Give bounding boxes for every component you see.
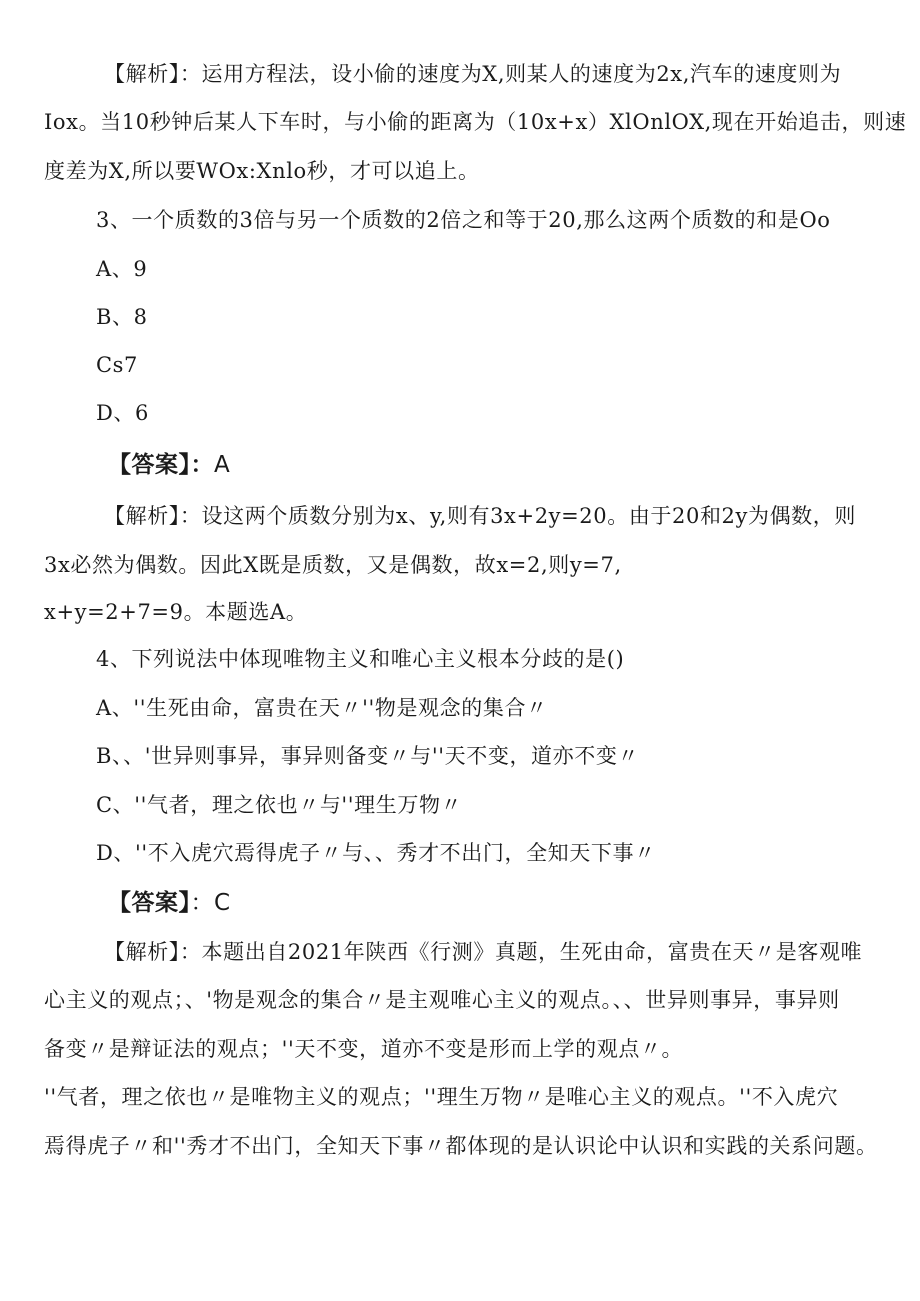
question-3-option-c: Cs7 bbox=[96, 353, 139, 377]
answer-value: ：C bbox=[190, 890, 231, 916]
question-4-option-a: A、''生死由命，富贵在天〃''物是观念的集合〃 bbox=[96, 696, 548, 720]
q2-analysis-line-1: 【解析】：运用方程法，设小偷的速度为X,则某人的速度为2x,汽车的速度则为 bbox=[104, 62, 842, 86]
question-4-analysis-line-5: 焉得虎子〃和''秀才不出门，全知天下事〃都体现的是认识论中认识和实践的关系问题。 bbox=[44, 1134, 878, 1158]
question-4-option-c: C、''气者，理之依也〃与''理生万物〃 bbox=[96, 793, 463, 817]
question-3-option-b: B、8 bbox=[96, 305, 148, 329]
question-4-analysis-line-1: 【解析】：本题出自2021年陕西《行测》真题，生死由命，富贵在天〃是客观唯 bbox=[104, 940, 863, 964]
q2-analysis-line-3: 度差为X,所以要WOx:Xnlo秒，才可以追上。 bbox=[44, 159, 480, 183]
question-4-analysis-line-4: ''气者，理之依也〃是唯物主义的观点；''理生万物〃是唯心主义的观点。''不入虎穴 bbox=[44, 1085, 839, 1109]
question-4-text: 4、下列说法中体现唯物主义和唯心主义根本分歧的是() bbox=[96, 647, 625, 671]
question-4-analysis-line-2: 心主义的观点；、'物是观念的集合〃是主观唯心主义的观点。、、世异则事异，事异则 bbox=[44, 988, 840, 1012]
question-3-answer bbox=[108, 451, 230, 479]
question-3-option-a: A、9 bbox=[96, 257, 148, 281]
question-3-analysis-line-1: 【解析】：设这两个质数分别为x、y,则有3x+2y=20。由于20和2y为偶数，则 bbox=[104, 504, 856, 528]
question-3-analysis-line-3: x+y=2+7=9。本题选A。 bbox=[44, 600, 308, 624]
question-3-option-d: D、6 bbox=[96, 401, 149, 425]
question-4-option-b: B、、'世异则事异，事异则备变〃与''天不变，道亦不变〃 bbox=[96, 744, 640, 768]
question-4-answer bbox=[108, 889, 231, 917]
q2-analysis-line-2: Iox。当10秒钟后某人下车时，与小偷的距离为（10x+x）XlOnlOX,现在开始追击，则速 bbox=[44, 110, 907, 134]
question-4-analysis-line-3: 备变〃是辩证法的观点；''天不变，道亦不变是形而上学的观点〃。 bbox=[44, 1037, 684, 1061]
answer-label: 【答案】： bbox=[108, 452, 214, 478]
question-3-text: 3、一个质数的3倍与另一个质数的2倍之和等于20,那么这两个质数的和是Oo bbox=[96, 208, 831, 232]
answer-label: 【答案】 bbox=[108, 890, 191, 916]
answer-value: A bbox=[214, 452, 231, 478]
question-4-option-d: D、''不入虎穴焉得虎子〃与、、秀才不出门，全知天下事〃 bbox=[96, 841, 656, 865]
question-3-analysis-line-2: 3x必然为偶数。因此X既是质数，又是偶数，故x=2,则y=7, bbox=[44, 553, 622, 577]
